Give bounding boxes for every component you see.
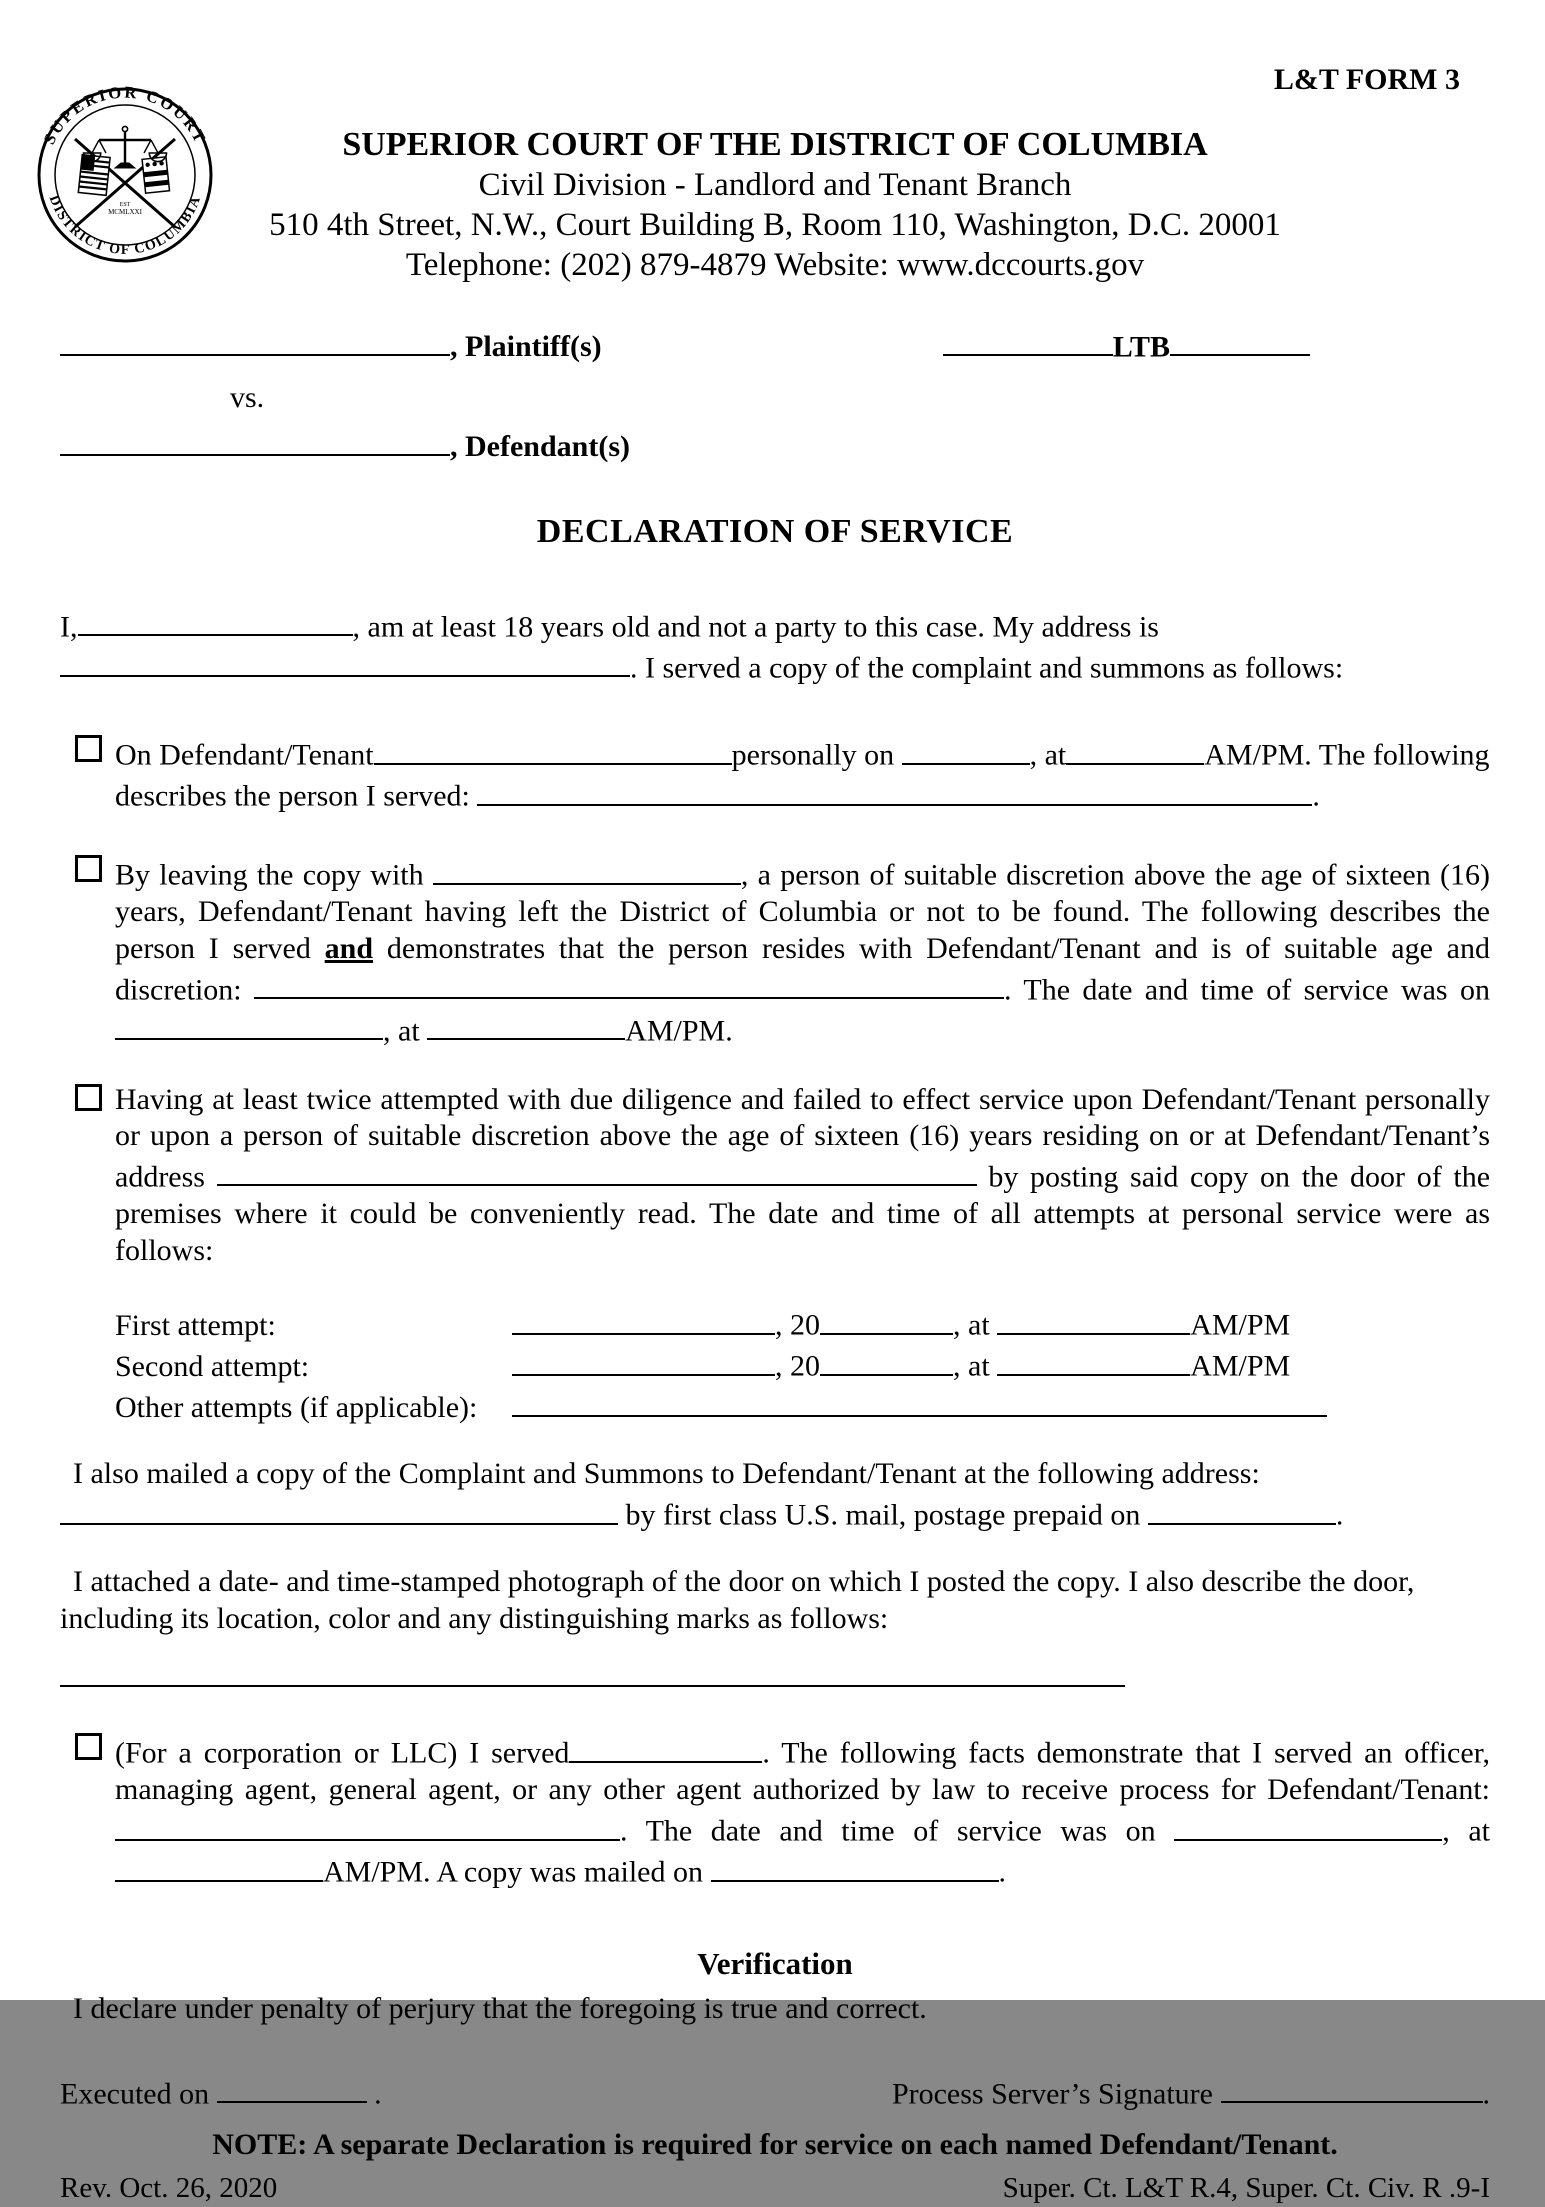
and-emphasis: and bbox=[324, 931, 374, 965]
declarant-address-blank bbox=[60, 646, 630, 678]
plaintiff-caption-row bbox=[60, 325, 1490, 366]
corporation-service-text-5: AM/PM. A copy was mailed on bbox=[323, 1855, 711, 1889]
court-header bbox=[200, 125, 1350, 285]
process-server-signature-group bbox=[892, 2072, 1490, 2113]
form-footer bbox=[60, 2171, 1490, 2206]
corporation-service-text-4: , at bbox=[1442, 1814, 1490, 1848]
corporation-service-text-2: . The following facts demonstrate that I served an officer, managing agent, general agent, or any other agent authorized by law to receive process for Defendant/Tenant: bbox=[115, 1736, 1490, 1807]
court-name: SUPERIOR COURT OF THE DISTRICT OF COLUMBIA bbox=[342, 125, 1208, 163]
seal-top-text: SUPERIOR COURT bbox=[39, 85, 211, 148]
mailing-date-blank bbox=[1148, 1493, 1336, 1525]
other-attempts-blank bbox=[512, 1385, 1327, 1417]
personal-service-text-5: . bbox=[1312, 779, 1320, 813]
mailing-text: I also mailed a copy of the Complaint and Summons to Defendant/Tenant at the following address: bbox=[73, 1457, 1260, 1491]
process-server-signature-label: Process Server’s Signature bbox=[891, 2077, 1221, 2111]
first-attempt-date-blank bbox=[512, 1303, 775, 1335]
process-server-signature-blank bbox=[1221, 2072, 1483, 2104]
first-attempt-row bbox=[115, 1303, 1490, 1344]
posting-service-section bbox=[60, 1082, 1490, 1269]
substitute-service-text-6: AM/PM. bbox=[625, 1014, 733, 1048]
second-attempt-label: Second attempt: bbox=[115, 1349, 310, 1383]
case-number-suffix-blank bbox=[1170, 325, 1310, 357]
mailing-paragraph bbox=[60, 1456, 1490, 1534]
defendant-caption-row bbox=[60, 424, 1490, 465]
execution-date-blank bbox=[217, 2072, 367, 2104]
document-title: DECLARATION OF SERVICE bbox=[536, 513, 1014, 551]
case-number-prefix-blank bbox=[943, 325, 1113, 357]
personal-service-date-blank bbox=[902, 733, 1030, 765]
substitute-service-text-3: demonstrates that the person resides with Defendant/Tenant and is of suitable age and discretion: bbox=[115, 931, 1490, 1006]
mailing-text-2: by first class U.S. mail, postage prepaid on bbox=[618, 1498, 1148, 1532]
case-number-group bbox=[943, 325, 1310, 366]
corporation-service-checkbox bbox=[75, 1733, 102, 1760]
substitute-service-time-blank bbox=[427, 1009, 625, 1041]
other-attempts-label: Other attempts (if applicable): bbox=[115, 1390, 478, 1424]
other-attempts-row bbox=[115, 1385, 1490, 1426]
posting-service-checkbox bbox=[75, 1084, 102, 1111]
corporation-service-time-blank bbox=[115, 1850, 323, 1882]
personal-service-text-3: , at bbox=[1029, 738, 1067, 772]
posting-service-text: Having at least twice attempted with due diligence and failed to effect service upon Defendant/Tenant personally or upon a person of suitable discretion above the age of sixteen (16) years residing on or at Defendant/Tenant’s address bbox=[115, 1082, 1490, 1194]
personal-service-time-blank bbox=[1066, 733, 1204, 765]
form-number: L&T FORM 3 bbox=[1273, 63, 1460, 96]
second-attempt-row bbox=[115, 1344, 1490, 1385]
personal-service-checkbox bbox=[75, 735, 102, 762]
ampm-label: AM/PM bbox=[1190, 1349, 1291, 1383]
intro-text-3: . I served a copy of the complaint and summons as follows: bbox=[630, 651, 1344, 685]
second-attempt-year-blank bbox=[820, 1344, 953, 1376]
verification-heading: Verification bbox=[697, 1946, 853, 1982]
corporation-service-text-3: . The date and time of service was on bbox=[620, 1814, 1175, 1848]
corporation-service-section bbox=[60, 1731, 1490, 1891]
corporation-mailing-date-blank bbox=[711, 1850, 999, 1882]
plaintiff-name-blank bbox=[60, 325, 450, 357]
defendant-label: , Defendant(s) bbox=[450, 429, 630, 463]
year-prefix: , 20 bbox=[775, 1308, 820, 1342]
executed-on-group bbox=[60, 2072, 382, 2113]
substitute-person-name-blank bbox=[433, 853, 741, 885]
substitute-service-date-blank bbox=[115, 1009, 383, 1041]
photograph-text: I attached a date- and time-stamped photograph of the door on which I posted the copy. I also describe the door, including its location, color and any distinguishing marks as follows: bbox=[60, 1565, 1415, 1635]
corporation-service-text: (For a corporation or LLC) I served bbox=[115, 1736, 570, 1770]
court-division: Civil Division - Landlord and Tenant Branch bbox=[478, 166, 1072, 203]
personal-service-text-2: personally on bbox=[731, 738, 895, 772]
period: . bbox=[1482, 2077, 1490, 2111]
corporation-agent-name-blank bbox=[569, 1731, 762, 1763]
posting-service-text-2: by posting said copy on the door of the premises where it could be conveniently read. The date and time of all attempts at personal service were as follows: bbox=[115, 1160, 1491, 1267]
seal-bottom-text: DISTRICT OF COLUMBIA bbox=[45, 193, 205, 258]
corporation-agent-description-blank bbox=[115, 1809, 620, 1841]
substitute-service-text: By leaving the copy with bbox=[115, 858, 424, 892]
corporation-service-text-6: . bbox=[998, 1855, 1006, 1889]
court-address: 510 4th Street, N.W., Court Building B, Room 110, Washington, D.C. 20001 bbox=[269, 206, 1281, 243]
substitute-service-text-2: , a person of suitable discretion above the age of sixteen (16) years, Defendant/Tenant having left the District of Columbia or not to be found. The following describes the person I served bbox=[115, 858, 1490, 965]
service-attempts-block bbox=[115, 1303, 1490, 1426]
corporation-service-date-blank bbox=[1174, 1809, 1442, 1841]
personal-service-text: On Defendant/Tenant bbox=[115, 738, 374, 772]
first-attempt-year-blank bbox=[820, 1303, 953, 1335]
year-prefix: , 20 bbox=[775, 1349, 820, 1383]
period: . bbox=[374, 2077, 382, 2111]
court-contact: Telephone: (202) 879-4879 Website: www.dccourts.gov bbox=[405, 246, 1145, 283]
separate-declaration-note: NOTE: A separate Declaration is required for service on each named Defendant/Tenant. bbox=[212, 2127, 1338, 2161]
photograph-paragraph bbox=[60, 1564, 1490, 1637]
plaintiff-label: , Plaintiff(s) bbox=[450, 330, 602, 364]
mailing-text-3: . bbox=[1335, 1498, 1344, 1532]
mailing-address-blank bbox=[60, 1493, 618, 1525]
seal-est-year-text: MCMLXXI bbox=[108, 208, 142, 216]
served-defendant-name-blank bbox=[374, 733, 732, 765]
personal-service-section bbox=[60, 733, 1490, 815]
intro-text: I, bbox=[60, 610, 78, 644]
substitute-service-text-5: , at bbox=[383, 1014, 420, 1048]
declarant-name-blank bbox=[78, 605, 353, 637]
posting-address-blank bbox=[217, 1155, 977, 1187]
first-attempt-time-blank bbox=[997, 1303, 1190, 1335]
revision-date: Rev. Oct. 26, 2020 bbox=[60, 2172, 278, 2205]
intro-text-2: , am at least 18 years old and not a party to this case. My address is bbox=[352, 610, 1159, 644]
vs-label: vs. bbox=[230, 380, 265, 414]
at-label: , at bbox=[953, 1349, 998, 1383]
defendant-name-blank bbox=[60, 424, 450, 456]
signature-row bbox=[60, 2072, 1490, 2113]
second-attempt-date-blank bbox=[512, 1344, 775, 1376]
ampm-label: AM/PM bbox=[1190, 1308, 1291, 1342]
substitute-service-section bbox=[60, 853, 1490, 1049]
court-seal-icon bbox=[35, 85, 215, 265]
ltb-label: LTB bbox=[1112, 330, 1170, 364]
person-description-blank bbox=[477, 774, 1312, 806]
door-description-blank bbox=[60, 1653, 1125, 1687]
seal-est-text: EST bbox=[119, 202, 131, 208]
substitute-service-checkbox bbox=[75, 855, 102, 882]
rule-citation: Super. Ct. L&T R.4, Super. Ct. Civ. R .9-I bbox=[1002, 2172, 1490, 2205]
substitute-service-text-4: . The date and time of service was on bbox=[1004, 973, 1491, 1006]
substitute-person-description-blank bbox=[254, 968, 1004, 1000]
executed-on-label: Executed on bbox=[60, 2077, 217, 2111]
declarant-intro-paragraph bbox=[60, 605, 1490, 687]
second-attempt-time-blank bbox=[997, 1344, 1190, 1376]
verification-statement: I declare under penalty of perjury that the foregoing is true and correct. bbox=[73, 1992, 927, 2025]
personal-service-text-4: AM/PM. The following describes the person I served: bbox=[115, 738, 1490, 813]
first-attempt-label: First attempt: bbox=[115, 1308, 276, 1342]
at-label: , at bbox=[953, 1308, 998, 1342]
